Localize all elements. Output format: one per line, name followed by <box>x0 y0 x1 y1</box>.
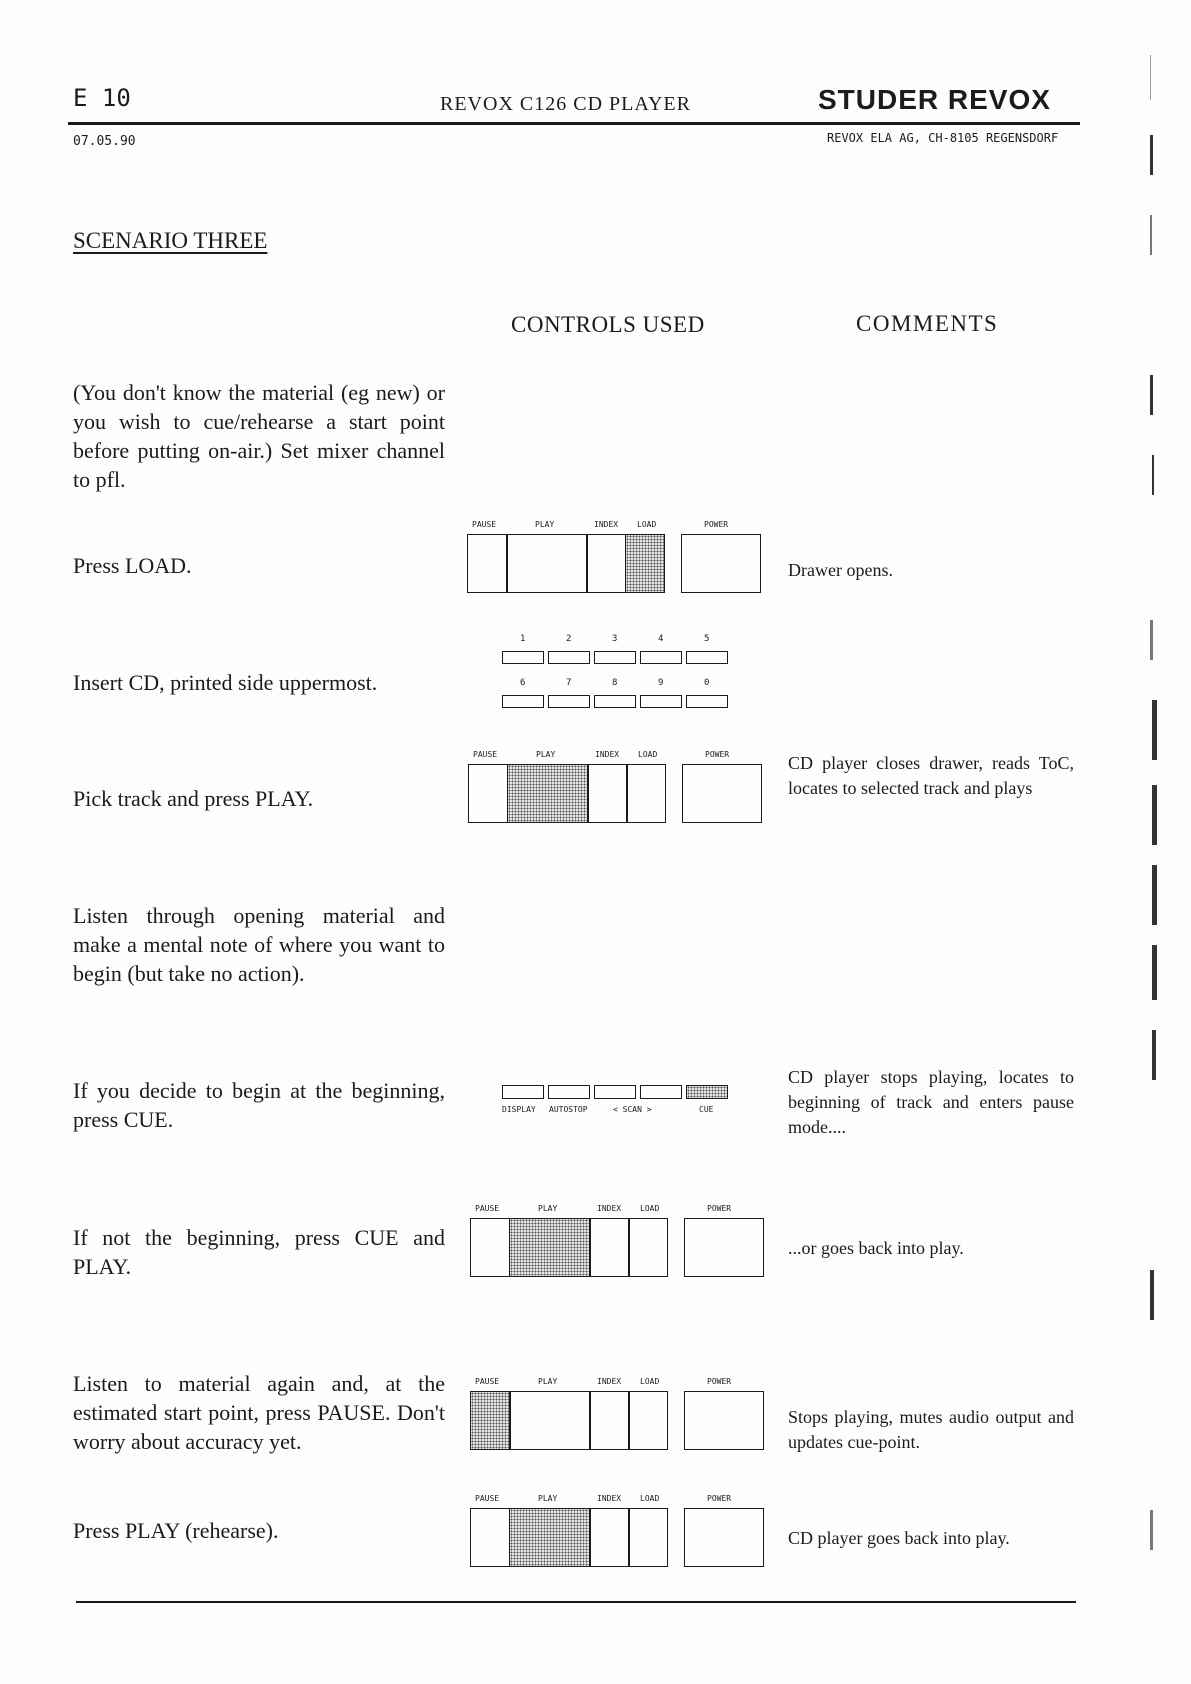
power-label: POWER <box>707 1377 732 1386</box>
load-label: LOAD <box>640 1204 660 1213</box>
play-label: PLAY <box>535 520 555 529</box>
header-rule <box>68 122 1080 125</box>
index-button[interactable] <box>587 534 627 593</box>
control-panel-load <box>467 520 762 598</box>
key-label: 1 <box>520 634 526 644</box>
control-panel-play <box>470 1204 765 1282</box>
binder-mark <box>1152 1030 1156 1080</box>
binder-mark <box>1150 375 1153 415</box>
play-button[interactable] <box>506 534 587 593</box>
control-panel-play <box>468 750 763 828</box>
key-7[interactable] <box>548 695 590 708</box>
pause-button[interactable] <box>467 534 508 593</box>
power-button[interactable] <box>684 1508 764 1567</box>
binder-mark <box>1152 700 1157 760</box>
play-button[interactable] <box>509 1508 590 1567</box>
pause-button[interactable] <box>470 1218 511 1277</box>
step-comment: Stops playing, mutes audio output and updates cue-point. <box>788 1407 1074 1452</box>
step-text: (You don't know the material (eg new) or you wish to cue/rehearse a start point before putting on-air.) Set mixer channel to pfl. <box>73 380 445 492</box>
power-button[interactable] <box>684 1218 764 1277</box>
step-text: Press PLAY (rehearse). <box>73 1518 279 1543</box>
load-label: LOAD <box>640 1494 660 1503</box>
document-title: REVOX C126 CD PLAYER <box>440 93 691 115</box>
index-label: INDEX <box>597 1377 622 1386</box>
pause-button[interactable] <box>470 1391 511 1450</box>
step-comment: CD player stops playing, locates to beginning of track and enters pause mode.... <box>788 1067 1074 1137</box>
pause-button[interactable] <box>470 1508 511 1567</box>
step-text: Pick track and press PLAY. <box>73 786 314 811</box>
footer-rule <box>76 1601 1076 1603</box>
pause-label: PAUSE <box>475 1377 500 1386</box>
control-panel-play <box>470 1494 765 1572</box>
index-button[interactable] <box>590 1508 630 1567</box>
step-comment: CD player closes drawer, reads ToC, locates to selected track and plays <box>788 753 1074 798</box>
binder-mark <box>1152 785 1157 845</box>
key-4[interactable] <box>640 651 682 664</box>
power-label: POWER <box>704 520 729 529</box>
scan-back-button[interactable] <box>594 1085 636 1099</box>
binder-mark <box>1150 135 1153 175</box>
load-label: LOAD <box>637 520 657 529</box>
key-label: 9 <box>658 678 664 688</box>
column-heading-controls: CONTROLS USED <box>511 312 705 337</box>
binder-mark <box>1150 1270 1154 1320</box>
control-panel-pause <box>470 1377 765 1455</box>
power-button[interactable] <box>684 1391 764 1450</box>
cue-label: CUE <box>699 1105 714 1114</box>
key-0[interactable] <box>686 695 728 708</box>
pause-label: PAUSE <box>475 1494 500 1503</box>
key-label: 7 <box>566 678 572 688</box>
key-label: 3 <box>612 634 618 644</box>
step-text: Insert CD, printed side uppermost. <box>73 670 378 695</box>
step-text: Listen to material again and, at the estimated start point, press PAUSE. Don't worry about accuracy yet. <box>73 1371 445 1454</box>
load-button[interactable] <box>628 1391 668 1450</box>
index-label: INDEX <box>594 520 619 529</box>
power-label: POWER <box>707 1204 732 1213</box>
play-label: PLAY <box>538 1494 558 1503</box>
load-button[interactable] <box>625 534 665 593</box>
key-label: 0 <box>704 678 710 688</box>
page-number: E 10 <box>73 84 131 112</box>
key-label: 8 <box>612 678 618 688</box>
load-label: LOAD <box>640 1377 660 1386</box>
play-label: PLAY <box>538 1377 558 1386</box>
key-5[interactable] <box>686 651 728 664</box>
binder-mark <box>1150 1510 1153 1550</box>
play-label: PLAY <box>538 1204 558 1213</box>
key-8[interactable] <box>594 695 636 708</box>
step-comment: ...or goes back into play. <box>788 1238 964 1258</box>
index-button[interactable] <box>590 1391 630 1450</box>
pause-label: PAUSE <box>473 750 498 759</box>
pause-label: PAUSE <box>475 1204 500 1213</box>
load-label: LOAD <box>638 750 658 759</box>
index-label: INDEX <box>597 1494 622 1503</box>
step-comment: Drawer opens. <box>788 560 893 580</box>
cue-button[interactable] <box>686 1085 728 1099</box>
binder-mark <box>1152 865 1157 925</box>
binder-mark <box>1150 215 1152 255</box>
load-button[interactable] <box>626 764 666 823</box>
number-keypad <box>502 634 732 714</box>
key-label: 2 <box>566 634 572 644</box>
column-heading-comments: COMMENTS <box>856 311 999 336</box>
key-label: 6 <box>520 678 526 688</box>
power-label: POWER <box>707 1494 732 1503</box>
pause-label: PAUSE <box>472 520 497 529</box>
power-label: POWER <box>705 750 730 759</box>
play-button[interactable] <box>509 1218 590 1277</box>
section-title: SCENARIO THREE <box>73 228 268 253</box>
autostop-label: AUTOSTOP <box>549 1105 588 1114</box>
step-text: Listen through opening material and make a mental note of where you want to begin (but take no action). <box>73 903 445 986</box>
index-button[interactable] <box>590 1218 630 1277</box>
load-button[interactable] <box>628 1508 668 1567</box>
step-text: If you decide to begin at the beginning, press CUE. <box>73 1078 445 1132</box>
key-3[interactable] <box>594 651 636 664</box>
key-2[interactable] <box>548 651 590 664</box>
power-button[interactable] <box>682 764 762 823</box>
scan-forward-button[interactable] <box>640 1085 682 1099</box>
step-text: Press LOAD. <box>73 553 192 578</box>
key-6[interactable] <box>502 695 544 708</box>
display-label: DISPLAY <box>502 1105 536 1114</box>
play-label: PLAY <box>536 750 556 759</box>
document-date: 07.05.90 <box>73 134 136 149</box>
index-button[interactable] <box>588 764 628 823</box>
display-button[interactable] <box>502 1085 544 1099</box>
load-button[interactable] <box>628 1218 668 1277</box>
play-button[interactable] <box>507 764 588 823</box>
binder-mark <box>1152 945 1157 1000</box>
brand-logo: STUDER REVOX <box>818 84 1051 115</box>
transport-strip <box>502 1085 737 1121</box>
company-address: REVOX ELA AG, CH-8105 REGENSDORF <box>827 131 1059 145</box>
key-label: 5 <box>704 634 710 644</box>
play-button[interactable] <box>509 1391 590 1450</box>
pause-button[interactable] <box>468 764 509 823</box>
index-label: INDEX <box>597 1204 622 1213</box>
binder-mark <box>1150 55 1151 100</box>
scan-label: < SCAN > <box>613 1105 652 1114</box>
step-text: If not the beginning, press CUE and PLAY. <box>73 1225 445 1279</box>
binder-mark <box>1152 455 1154 495</box>
autostop-button[interactable] <box>548 1085 590 1099</box>
binder-mark <box>1150 620 1153 660</box>
key-1[interactable] <box>502 651 544 664</box>
key-label: 4 <box>658 634 664 644</box>
step-comment: CD player goes back into play. <box>788 1528 1010 1548</box>
power-button[interactable] <box>681 534 761 593</box>
index-label: INDEX <box>595 750 620 759</box>
key-9[interactable] <box>640 695 682 708</box>
